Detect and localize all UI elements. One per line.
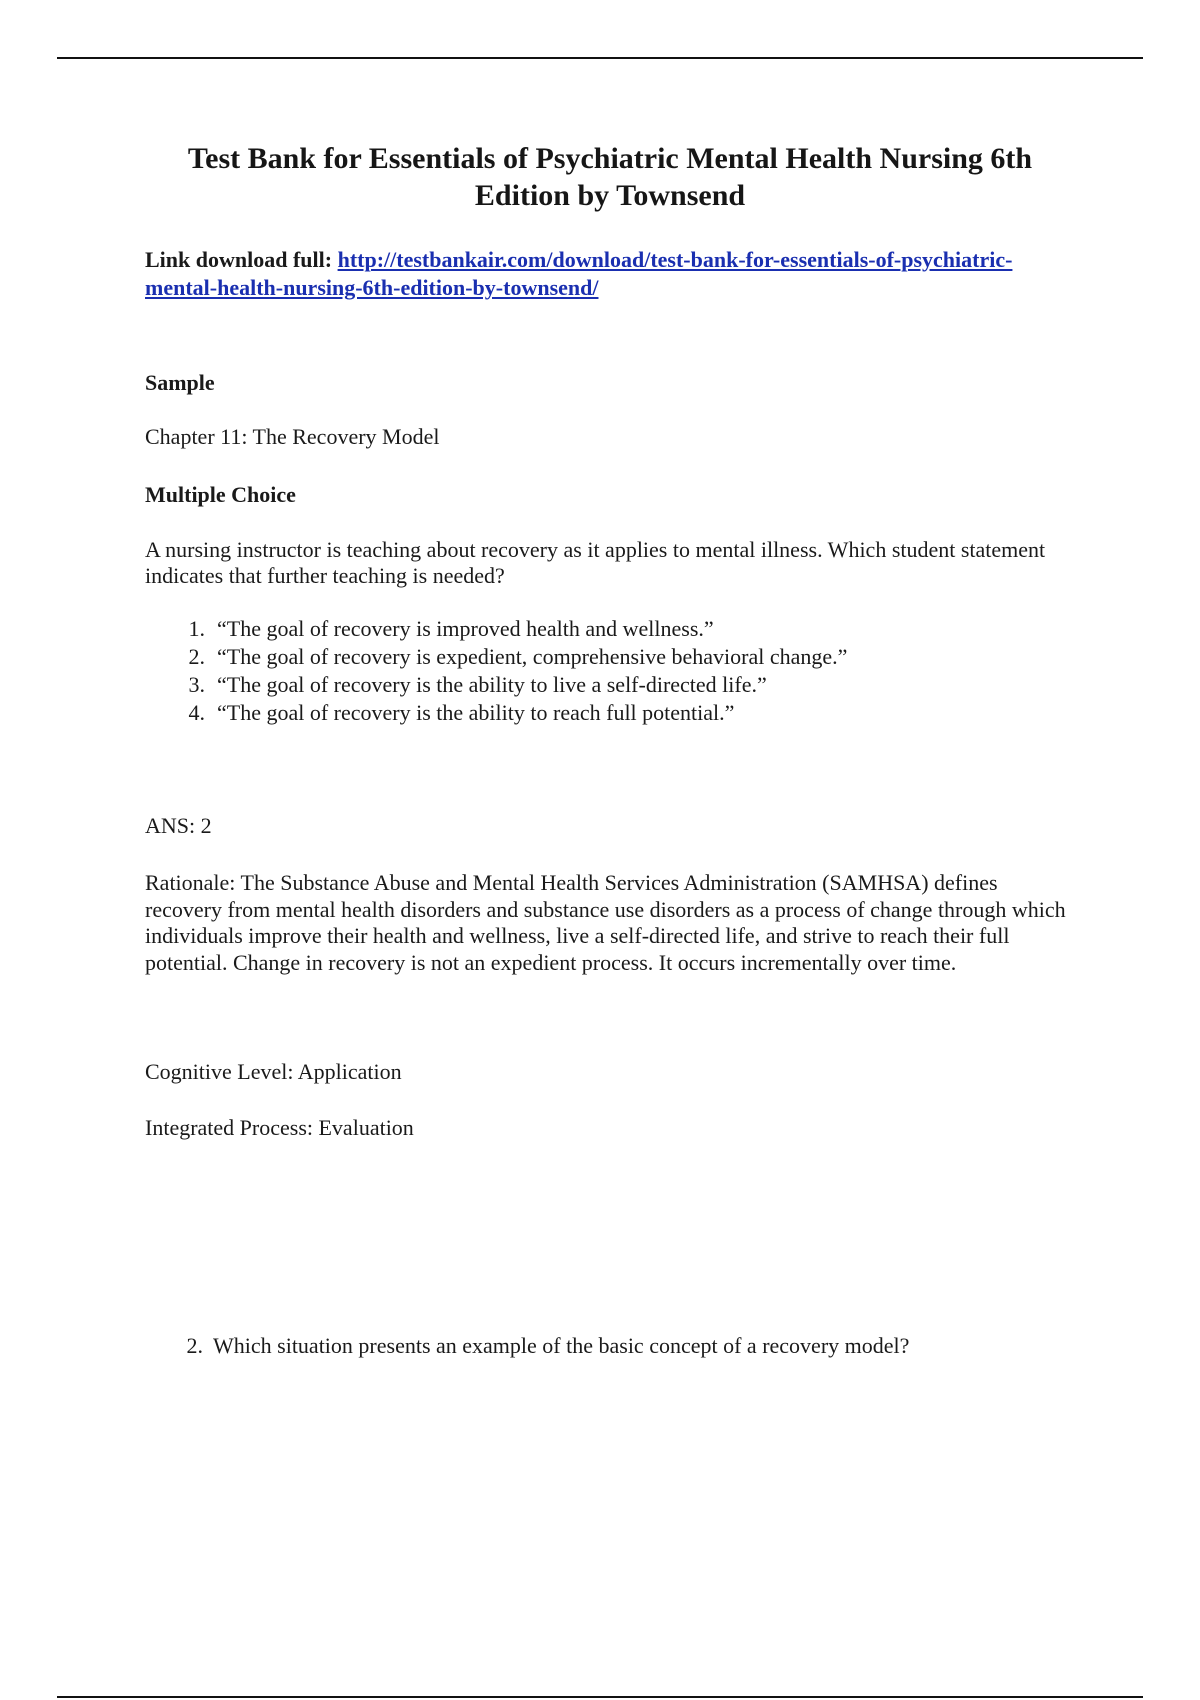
option-text: “The goal of recovery is improved health and wellness.” (217, 616, 714, 641)
section-heading: Multiple Choice (145, 482, 296, 507)
option-number: 2. (188, 644, 205, 669)
download-link[interactable]: http://testbankair.com/download/test-bank-for-essentials-of-psychiatric-mental-health-nursing-6th-edition-by-townsend/ (145, 247, 1013, 300)
question-2 (145, 1332, 1075, 1360)
option-number: 1. (188, 616, 205, 641)
option-item (145, 615, 1075, 643)
download-link-line (145, 246, 1075, 302)
sample-heading: Sample (145, 370, 215, 395)
option-number: 4. (188, 700, 205, 725)
cognitive-level: Cognitive Level: Application (145, 1059, 402, 1084)
option-item (145, 699, 1075, 727)
document-body (145, 140, 1075, 1360)
option-text: “The goal of recovery is the ability to reach full potential.” (217, 700, 735, 725)
document-title: Test Bank for Essentials of Psychiatric Mental Health Nursing 6th Edition by Townsend (187, 142, 1033, 212)
chapter-title: Chapter 11: The Recovery Model (145, 424, 440, 449)
option-text: “The goal of recovery is expedient, comprehensive behavioral change.” (217, 644, 848, 669)
top-rule (57, 57, 1143, 59)
download-link-label: Link download full: (145, 247, 333, 272)
question-1-text: A nursing instructor is teaching about recovery as it applies to mental illness. Which student statement indicates that further teaching is needed? (145, 537, 1046, 588)
option-item (145, 643, 1075, 671)
option-number: 3. (188, 672, 205, 697)
bottom-rule (57, 1696, 1143, 1698)
question-2-number: 2. (186, 1333, 203, 1358)
option-text: “The goal of recovery is the ability to live a self-directed life.” (217, 672, 767, 697)
option-item (145, 671, 1075, 699)
rationale-text: Rationale: The Substance Abuse and Mental Health Services Administration (SAMHSA) defines recovery from mental health disorders and substance use disorders as a process of change through which individuals improve their health and wellness, live a self-directed life, and strive to reach their full potential. Change in recovery is not an expedient process. It occurs incrementally over time. (145, 870, 1066, 975)
answer-key: ANS: 2 (145, 813, 212, 838)
question-2-text: Which situation presents an example of the basic concept of a recovery model? (213, 1333, 910, 1358)
question-1-options (145, 615, 1075, 727)
integrated-process: Integrated Process: Evaluation (145, 1115, 414, 1140)
